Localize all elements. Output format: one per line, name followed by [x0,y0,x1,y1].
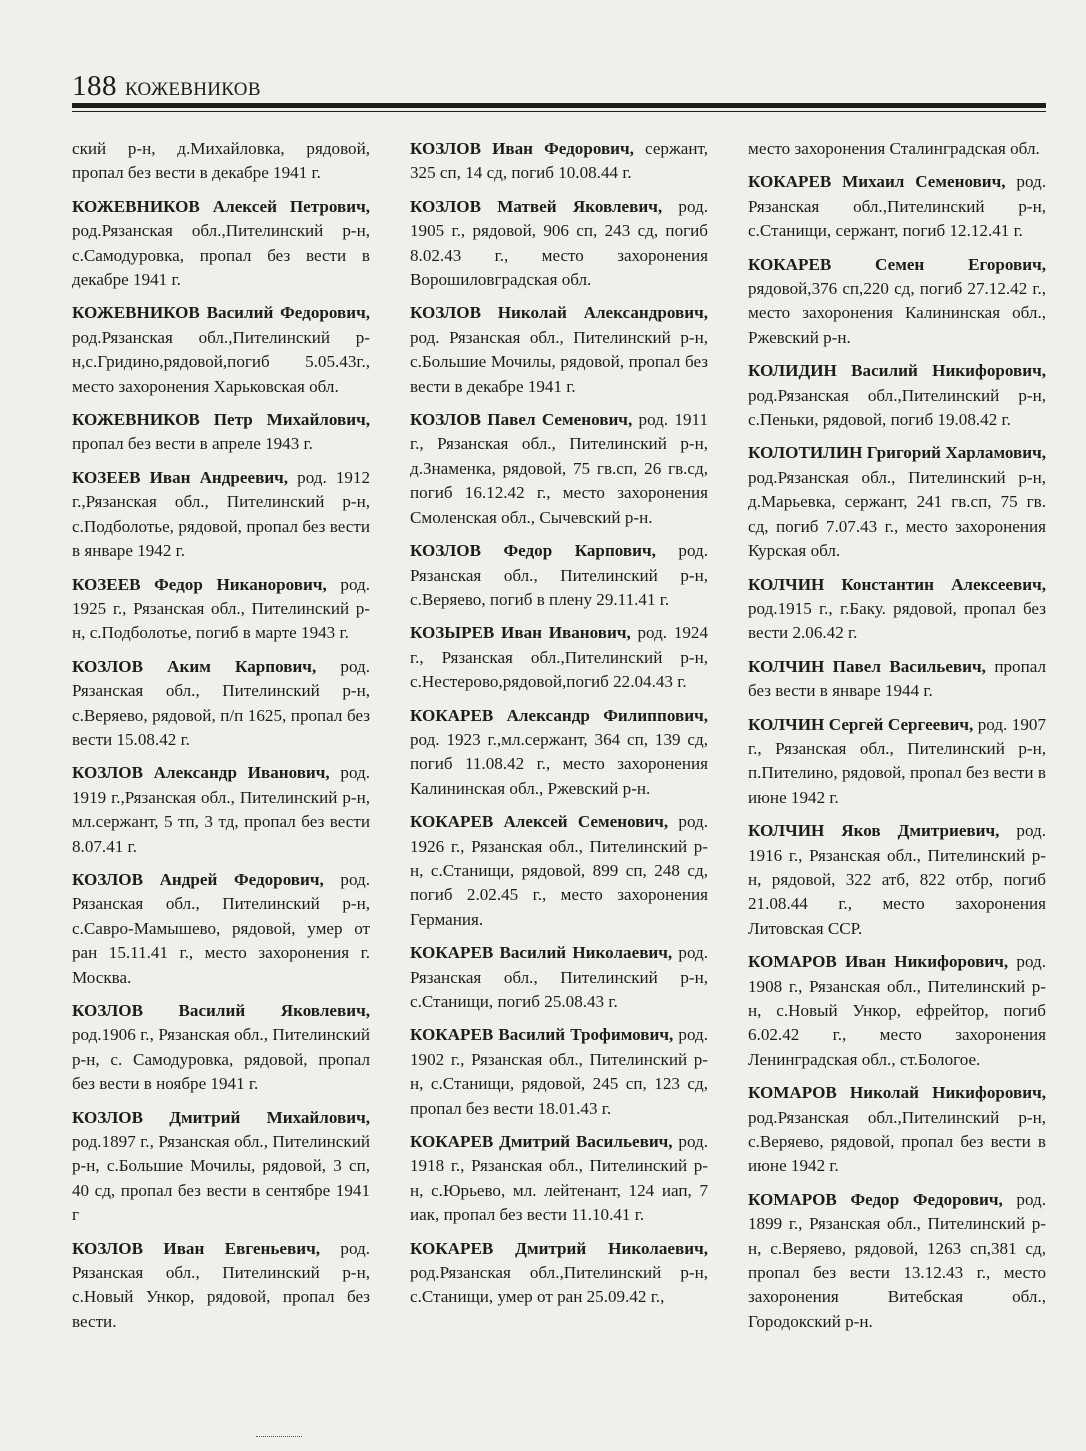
entry-text: род. 1905 г., рядовой, 906 сп, 243 сд, погиб 8.02.43 г., место захоронения Ворошиловградская обл. [410,196,708,290]
entry-name: КОЗЛОВ Дмитрий Михайлович, [72,1107,370,1127]
entry-text: рядовой,376 сп,220 сд, погиб 27.12.42 г., место захоронения Калининская обл., Ржевский р-н. [748,279,1046,347]
entry [72,1106,370,1228]
entry-text: род. 1916 г., Рязанская обл., Пителинский р-н, рядовой, 322 атб, 822 отбр, погиб 21.08.44 г., место захоронения Литовская ССР. [748,821,1046,938]
entry-text: род.Рязанская обл.,Пителинский р-н, с.Станищи, умер от ран 25.09.42 г., [410,1263,708,1307]
entry-name: КОЗЛОВ Иван Евгеньевич, [72,1238,320,1258]
entry-name: КОМАРОВ Федор Федорович, [748,1189,1003,1209]
entry-text: род.Рязанская обл.,Пителинский р-н, с.Веряево, рядовой, пропал без вести в июне 1942 г. [748,1107,1046,1176]
entry [72,408,370,457]
page-header [72,70,261,103]
entry-name: КОЗЕЕВ Иван Андреевич, [72,467,289,487]
entry-text: род. 1907 г., Рязанская обл., Пителинский р-н, п.Пителино, рядовой, пропал без вести в июне 1942 г. [748,714,1046,807]
entry-text: род. 1902 г., Рязанская обл., Пителинский р-н, с.Станищи, рядовой, 245 сп, 123 сд, пропал без вести 18.01.43 г. [410,1025,708,1118]
entry-name: КОКАРЕВ Михаил Семенович, [748,172,1006,192]
entry-name: КОЛЧИН Павел Васильевич, [748,656,986,676]
entry [72,999,370,1097]
entry-text: род. Рязанская обл., Пителинский р-н, с.Новый Ункор, рядовой, пропал без вести. [72,1238,370,1331]
entry-name: КОЗЫРЕВ Иван Иванович, [410,623,631,643]
running-title: КОЖЕВНИКОВ [125,79,261,100]
entry-text: род.Рязанская обл., Пителинский р-н, д.Марьевка, сержант, 241 гв.сп, 75 гв. сд, погиб 7.07.43 г., место захоронения Курская обл. [748,467,1046,561]
entry [72,868,370,990]
entry [748,1081,1046,1179]
entry-text: род. Рязанская обл., Пителинский р-н, с.Веряево, погиб в плену 29.11.41 г. [410,541,708,609]
entry-name: КОМАРОВ Николай Никифорович, [748,1083,1046,1103]
entry [72,573,370,646]
entry-text: пропал без вести в апреле 1943 г. [72,434,313,454]
entry [410,1023,708,1121]
entry-text: род. 1919 г.,Рязанская обл., Пителинский р-н, мл.сержант, 5 тп, 3 тд, пропал без вести 8.07.41 г. [72,763,370,856]
scan-mark [256,1436,302,1438]
entry-name: КОКАРЕВ Семен Егорович, [748,254,1046,274]
entry [72,1237,370,1335]
entry-text: род. Рязанская обл., Пителинский р-н, с.Савро-Мамышево, рядовой, умер от ран 15.11.41 г., место захоронения г. Москва. [72,869,370,987]
entry-name: КОЗЛОВ Павел Семенович, [410,410,633,430]
entry [410,621,708,694]
entry-text: род.1897 г., Рязанская обл., Пителинский р-н, с.Большие Мочилы, рядовой, 3 сп, 40 сд, пропал без вести в сентябре 1941 г [72,1132,370,1225]
entry [72,655,370,753]
entry-text: род.1906 г., Рязанская обл., Пителинский р-н, с. Самодуровка, рядовой, пропал без вести в ноябре 1941 г. [72,1025,370,1094]
entry-name: КОЗЛОВ Матвей Яковлевич, [410,196,663,216]
entry-text: род. Рязанская обл., Пителинский р-н, с.Веряево, рядовой, п/п 1625, пропал без вести 15.08.42 г. [72,656,370,749]
entry [748,359,1046,432]
entry-text: ский р-н, д.Михайловка, рядовой, пропал без вести в декабре 1941 г. [72,139,370,183]
entry [748,253,1046,351]
entry-text: род.Рязанская обл.,Пителинский р-н,с.Гридино,рядовой,погиб 5.05.43г., место захоронения Харьковская обл. [72,327,370,396]
entry-text: род. 1908 г., Рязанская обл., Пителинский р-н, с.Новый Ункор, ефрейтор, погиб 6.02.42 г., место захоронения Ленинградская обл., ст.Бологое. [748,952,1046,1069]
entry-text: род. Рязанская обл.,Пителинский р-н, с.Станищи, сержант, погиб 12.12.41 г. [748,172,1046,241]
text-columns [72,137,1046,1343]
entry [748,950,1046,1072]
entry [410,704,708,802]
header-rule-thick [72,103,1046,108]
page-number: 188 [72,70,117,102]
entry-text: род. Рязанская обл., Пителинский р-н, с.Большие Мочилы, рядовой, пропал без вести в декабре 1941 г. [410,327,708,396]
entry-name: КОЗЛОВ Николай Александрович, [410,303,708,323]
entry [410,810,708,932]
entry [410,408,708,530]
entry [748,441,1046,563]
entry-text: род. 1912 г.,Рязанская обл., Пителинский р-н, с.Подболотье, рядовой, пропал без вести в январе 1942 г. [72,467,371,561]
entry-text: род. 1911 г., Рязанская обл., Пителинский р-н, д.Знаменка, рядовой, 75 гв.сп, 26 гв.сд, погиб 16.12.42 г., место захоронения Смоленская обл., Сычевский р-н. [410,410,708,527]
entry-name: КОКАРЕВ Алексей Семенович, [410,812,669,832]
entry-name: КОЗЛОВ Александр Иванович, [72,763,330,783]
entry-name: КОЗЛОВ Федор Карпович, [410,541,656,561]
entry-text: род.Рязанская обл.,Пителинский р-н, с.Самодуровка, пропал без вести в декабре 1941 г. [72,221,370,290]
entry-name: КОКАРЕВ Василий Трофимович, [410,1025,674,1045]
entry [748,573,1046,646]
entry-name: КОЗЕЕВ Федор Никанорович, [72,574,327,594]
entry [72,137,370,186]
entry [410,195,708,293]
entry [72,761,370,859]
entry [410,941,708,1014]
entry [748,1188,1046,1334]
entry-name: КОКАРЕВ Дмитрий Васильевич, [410,1132,673,1152]
entry [410,539,708,612]
entry-text: место захоронения Сталинградская обл. [748,139,1040,158]
entry [748,655,1046,704]
entry-text: род.1915 г., г.Баку. рядовой, пропал без вести 2.06.42 г. [748,598,1046,643]
entry-text: сержант, 325 сп, 14 сд, погиб 10.08.44 г. [410,139,708,183]
column-left [72,137,370,1343]
entry [72,301,370,399]
entry [410,1237,708,1310]
entry-text: пропал без вести в январе 1944 г. [748,656,1046,701]
entry-name: КОЗЛОВ Аким Карпович, [72,656,317,676]
entry-name: КОЖЕВНИКОВ Петр Михайлович, [72,410,370,430]
entry [748,170,1046,243]
entry-name: КОЗЛОВ Василий Яковлевич, [72,1001,370,1020]
entry [748,819,1046,941]
entry-text: род. 1918 г., Рязанская обл., Пителинский р-н, с.Юрьево, мл. лейтенант, 124 иап, 7 иак, пропал без вести 11.10.41 г. [410,1132,708,1225]
entry-text: род.Рязанская обл.,Пителинский р-н, с.Пеньки, рядовой, погиб 19.08.42 г. [748,385,1046,430]
entry-name: КОКАРЕВ Александр Филиппович, [410,705,708,725]
entry-text: род. 1923 г.,мл.сержант, 364 сп, 139 сд, погиб 11.08.42 г., место захоронения Калининская обл., Ржевский р-н. [410,729,708,798]
entry-text: род. 1899 г., Рязанская обл., Пителинский р-н, с.Веряево, рядовой, 1263 сп,381 сд, пропал без вести 13.12.43 г., место захоронения Витебская обл., Городокский р-н. [748,1189,1046,1331]
entry-text: род. 1924 г., Рязанская обл.,Пителинский р-н, с.Нестерово,рядовой,погиб 22.04.43 г. [410,623,709,692]
entry-name: КОЛИДИН Василий Никифорович, [748,361,1046,381]
entry-name: КОЗЛОВ Андрей Федорович, [72,869,324,889]
entry-name: КОМАРОВ Иван Никифорович, [748,952,1009,972]
entry-name: КОКАРЕВ Дмитрий Николаевич, [410,1238,708,1258]
entry [410,301,708,399]
entry-text: род. 1925 г., Рязанская обл., Пителинский р-н, с.Подболотье, погиб в марте 1943 г. [72,574,370,643]
header-rule-thin [72,111,1046,112]
entry [410,137,708,186]
entry [72,466,370,564]
entry [748,713,1046,811]
entry-name: КОЖЕВНИКОВ Василий Федорович, [72,303,370,323]
entry-name: КОЛЧИН Константин Алексеевич, [748,574,1046,594]
entry-name: КОЛОТИЛИН Григорий Харламович, [748,443,1046,463]
entry [748,137,1046,161]
entry-name: КОКАРЕВ Василий Николаевич, [410,943,673,963]
entry-text: род. Рязанская обл., Пителинский р-н, с.Станищи, погиб 25.08.43 г. [410,943,708,1011]
column-right [748,137,1046,1343]
entry-name: КОЗЛОВ Иван Федорович, [410,139,634,158]
entry-name: КОЛЧИН Сергей Сергеевич, [748,714,974,734]
entry [72,195,370,293]
entry-name: КОЛЧИН Яков Дмитриевич, [748,821,1000,841]
entry-text: род. 1926 г., Рязанская обл., Пителинский р-н, с.Станищи, рядовой, 899 сп, 248 сд, погиб 2.02.45 г., место захоронения Германия. [410,812,708,929]
entry-name: КОЖЕВНИКОВ Алексей Петрович, [72,196,370,216]
entry [410,1130,708,1228]
column-middle [410,137,708,1343]
